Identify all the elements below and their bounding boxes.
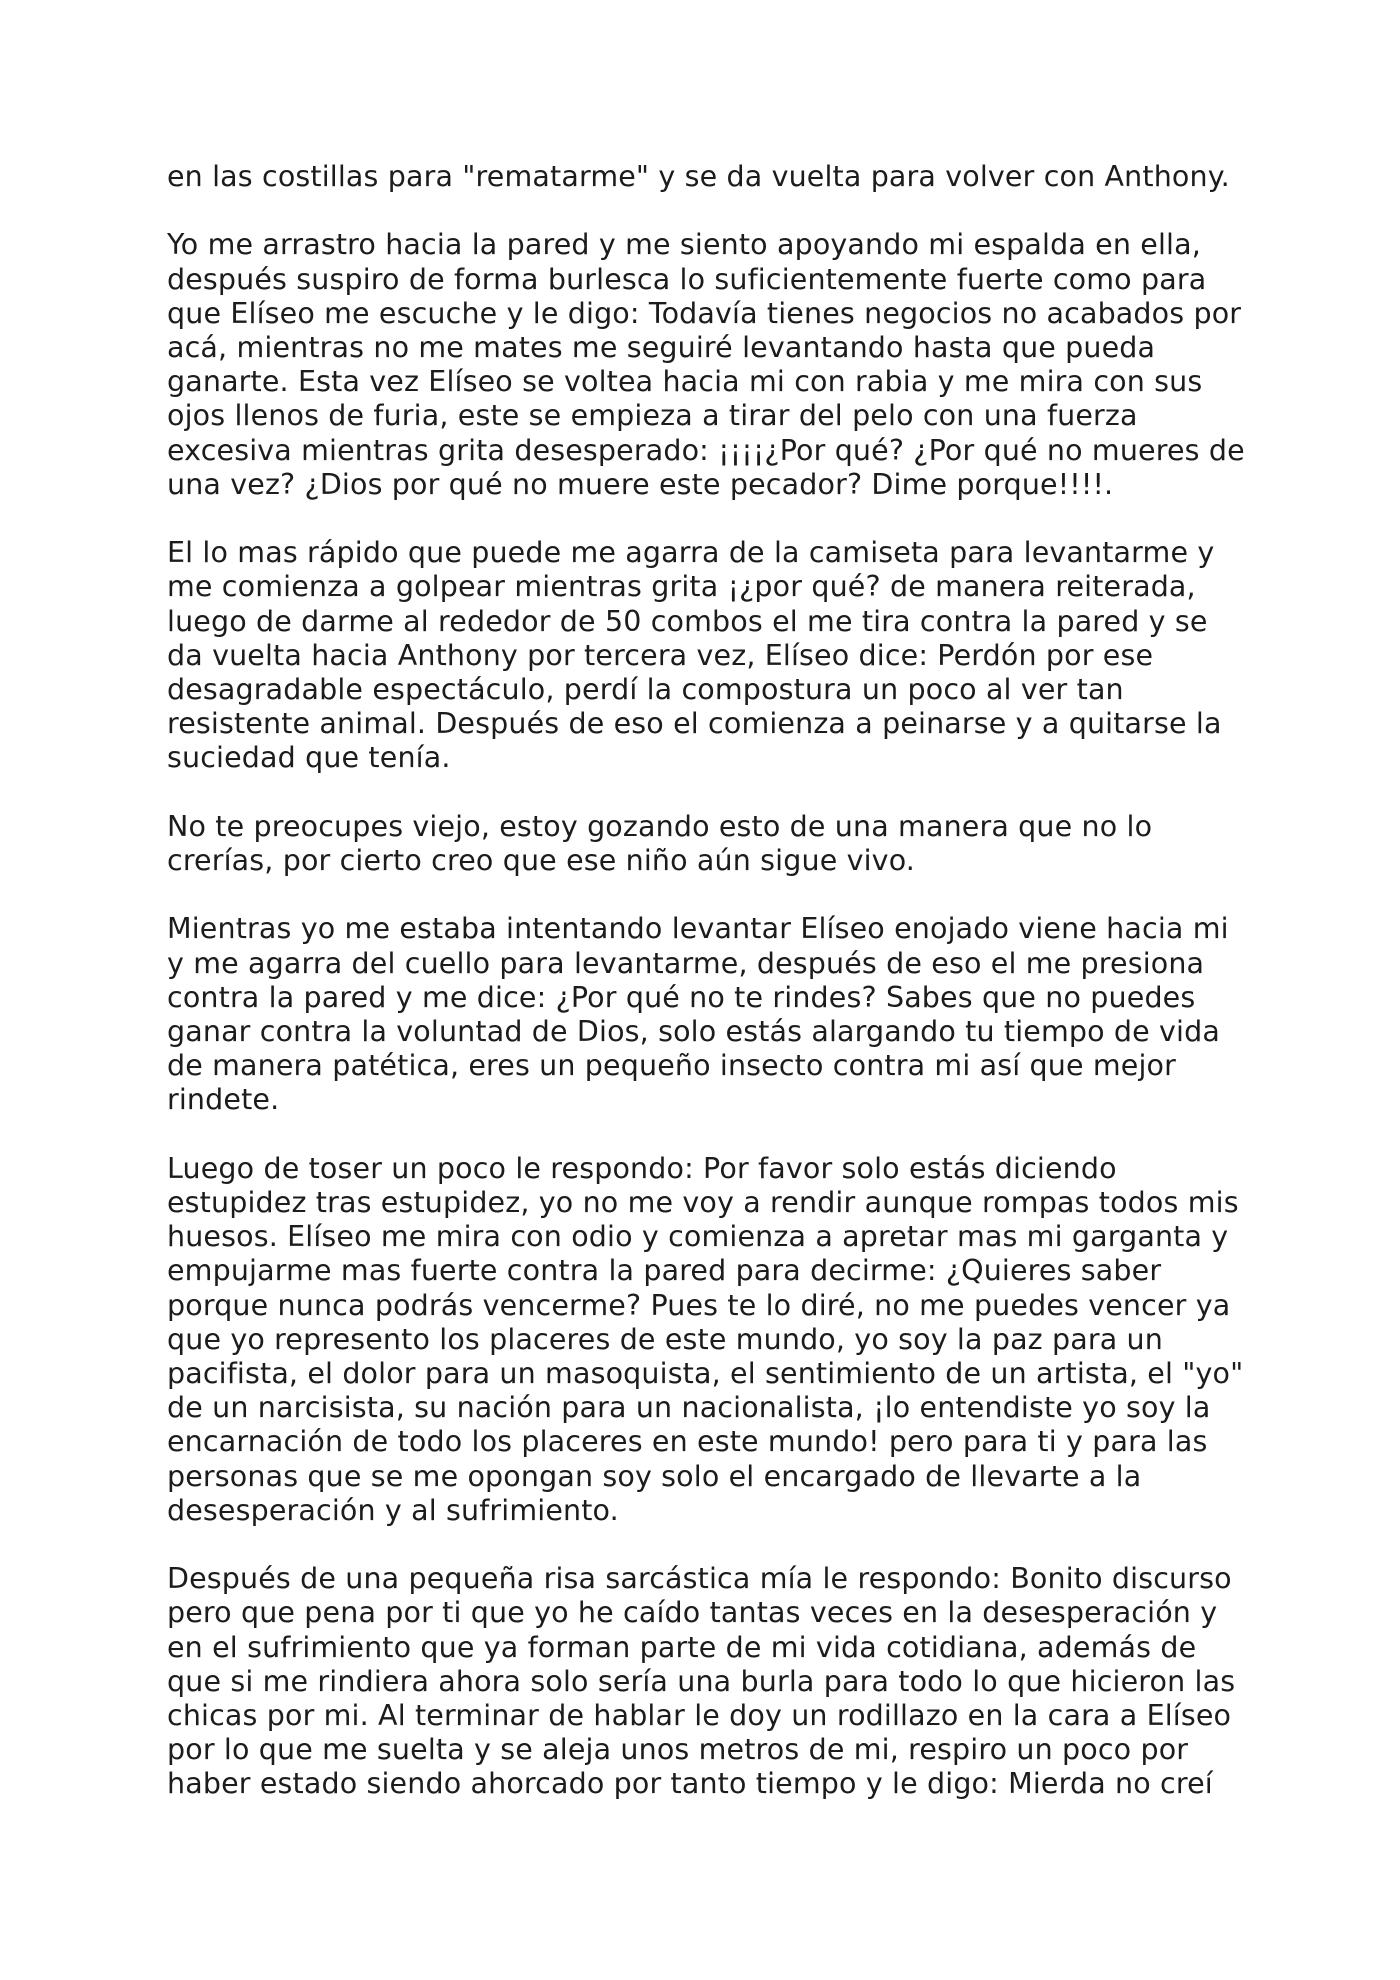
text-line: encarnación de todo los placeres en este mundo! pero para ti y para las xyxy=(167,1425,1208,1459)
text-line: No te preocupes viejo, estoy gozando esto de una manera que no lo xyxy=(167,809,1153,843)
text-line: da vuelta hacia Anthony por tercera vez, Elíseo dice: Perdón por ese xyxy=(167,638,1154,672)
text-line: excesiva mientras grita desesperado: ¡¡¡¡¿Por qué? ¿Por qué no mueres de xyxy=(167,433,1245,467)
text-line: desesperación y al sufrimiento. xyxy=(167,1493,619,1527)
text-line: en las costillas para "rematarme" y se da vuelta para volver con Anthony. xyxy=(167,160,1230,193)
text-line: empujarme mas fuerte contra la pared para decirme: ¿Quieres saber xyxy=(167,1254,1162,1288)
text-line: pacifista, el dolor para un masoquista, el sentimiento de un artista, el "yo" xyxy=(167,1357,1244,1391)
text-line: de manera patética, eres un pequeño insecto contra mi así que mejor xyxy=(167,1049,1176,1083)
text-line: porque nunca podrás vencerme? Pues te lo diré, no me puedes vencer ya xyxy=(167,1288,1231,1322)
text-line: rindete. xyxy=(167,1083,280,1117)
text-line: ojos llenos de furia, este se empieza a tirar del pelo con una fuerza xyxy=(167,399,1138,433)
text-line: Después de una pequeña risa sarcástica mía le respondo: Bonito discurso xyxy=(167,1562,1232,1596)
text-line: en el sufrimiento que ya forman parte de mi vida cotidiana, además de xyxy=(167,1630,1197,1664)
paragraph xyxy=(167,160,1247,194)
text-line: El lo mas rápido que puede me agarra de la camiseta para levantarme y xyxy=(167,536,1215,570)
text-line: luego de darme al rededor de 50 combos el me tira contra la pared y se xyxy=(167,604,1208,638)
text-line: después suspiro de forma burlesca lo suficientemente fuerte como para xyxy=(167,262,1207,296)
text-line: y me agarra del cuello para levantarme, después de eso el me presiona xyxy=(167,946,1205,980)
text-line: Yo me arrastro hacia la pared y me siento apoyando mi espalda en ella, xyxy=(167,228,1201,262)
text-line: desagradable espectáculo, perdí la compostura un poco al ver tan xyxy=(167,673,1124,707)
text-line: ganar contra la voluntad de Dios, solo estás alargando tu tiempo de vida xyxy=(167,1015,1220,1049)
paragraph xyxy=(167,228,1247,502)
text-line: haber estado siendo ahorcado por tanto tiempo y le digo: Mierda no creí xyxy=(167,1767,1213,1801)
text-line: chicas por mi. Al terminar de hablar le doy un rodillazo en la cara a Elíseo xyxy=(167,1699,1232,1733)
text-line: por lo que me suelta y se aleja unos metros de mi, respiro un poco por xyxy=(167,1733,1189,1767)
text-line: ganarte. Esta vez Elíseo se voltea hacia mi con rabia y me mira con sus xyxy=(167,365,1203,399)
paragraph xyxy=(167,1152,1247,1528)
text-line: me comienza a golpear mientras grita ¡¿por qué? de manera reiterada, xyxy=(167,570,1196,604)
text-line: estupidez tras estupidez, yo no me voy a rendir aunque rompas todos mis xyxy=(167,1186,1239,1220)
text-line: que yo represento los placeres de este mundo, yo soy la paz para un xyxy=(167,1322,1163,1356)
text-line: que Elíseo me escuche y le digo: Todavía tienes negocios no acabados por xyxy=(167,296,1242,330)
text-line: suciedad que tenía. xyxy=(167,741,451,775)
paragraph xyxy=(167,536,1247,775)
text-line: Luego de toser un poco le respondo: Por favor solo estás diciendo xyxy=(167,1151,1117,1185)
text-line: pero que pena por ti que yo he caído tantas veces en la desesperación y xyxy=(167,1596,1218,1630)
text-line: personas que se me opongan soy solo el encargado de llevarte a la xyxy=(167,1459,1142,1493)
paragraph xyxy=(167,912,1247,1117)
text-line: resistente animal. Después de eso el comienza a peinarse y a quitarse la xyxy=(167,707,1222,741)
text-line: Mientras yo me estaba intentando levantar Elíseo enojado viene hacia mi xyxy=(167,912,1229,946)
paragraph xyxy=(167,810,1247,878)
text-line: crerías, por cierto creo que ese niño aún sigue vivo. xyxy=(167,844,915,878)
text-line: que si me rindiera ahora solo sería una burla para todo lo que hicieron las xyxy=(167,1664,1236,1698)
paragraph xyxy=(167,1562,1247,1801)
document-page xyxy=(167,160,1247,1836)
text-line: acá, mientras no me mates me seguiré levantando hasta que pueda xyxy=(167,331,1156,364)
text-line: contra la pared y me dice: ¿Por qué no te rindes? Sabes que no puedes xyxy=(167,980,1196,1014)
text-line: una vez? ¿Dios por qué no muere este pecador? Dime porque!!!!. xyxy=(167,467,1114,501)
text-line: huesos. Elíseo me mira con odio y comienza a apretar mas mi garganta y xyxy=(167,1220,1229,1254)
text-line: de un narcisista, su nación para un nacionalista, ¡lo entendiste yo soy la xyxy=(167,1391,1211,1425)
